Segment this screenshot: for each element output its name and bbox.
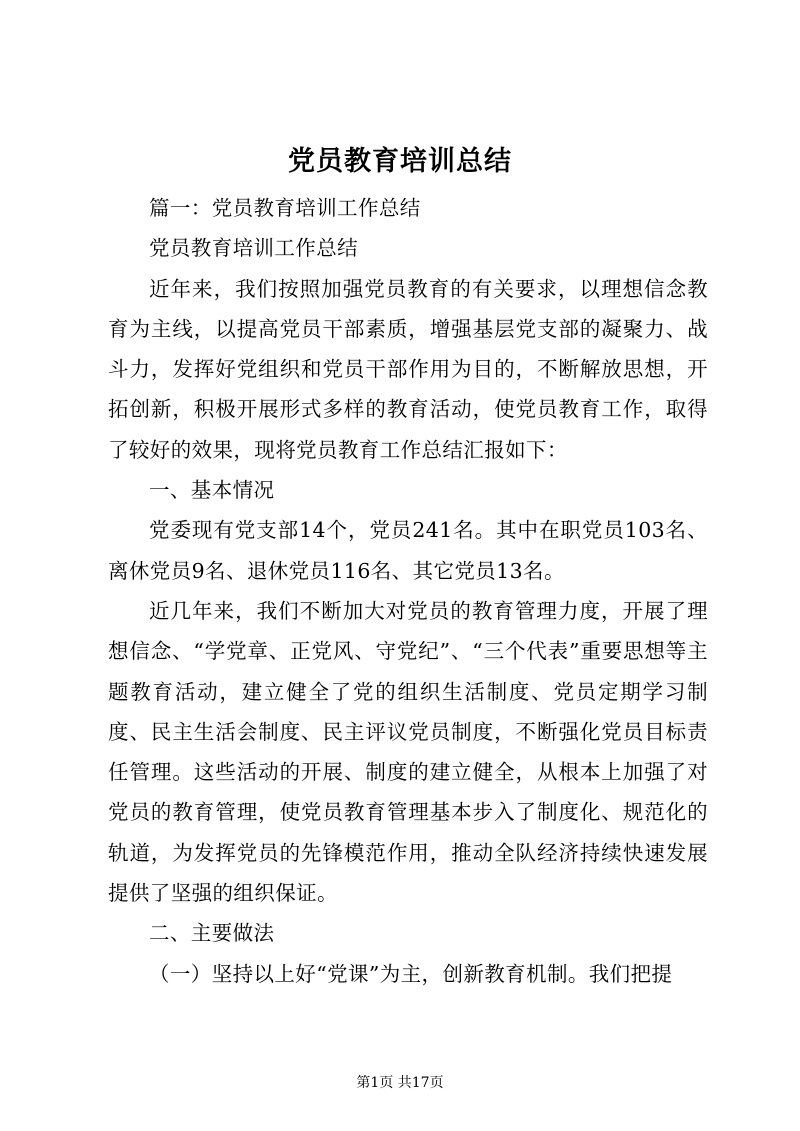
document-body [108, 188, 708, 994]
paragraph-section-heading: 篇一：党员教育培训工作总结 [149, 196, 421, 220]
paragraph-heading-main-methods: 二、主要做法 [149, 921, 275, 946]
paragraph-heading-basic-situation: 一、基本情况 [149, 478, 275, 503]
paragraph-education-activities: 近几年来，我们不断加大对党员的教育管理力度，开展了理想信念、“学党章、正党风、守党纪”、“三个代表”重要思想等主题教育活动，建立健全了党的组织生活制度、党员定期学习制度、民主生活会制度、民主评议党员制度，不断强化党员目标责任管理。这些活动的开展、制度的建立健全，从根本上加强了对党员的教育管理，使党员教育管理基本步入了制度化、规范化的轨道，为发挥党员的先锋模范作用，推动全队经济持续快速发展提供了坚强的组织保证。 [108, 598, 708, 906]
paragraph-party-lessons: （一）坚持以上好“党课”为主，创新教育机制。我们把提 [149, 961, 673, 986]
paragraph-subtitle: 党员教育培训工作总结 [149, 236, 358, 261]
page-number-footer: 第1页 共17页 [356, 1075, 444, 1091]
paragraph-introduction: 近年来，我们按照加强党员教育的有关要求，以理想信念教育为主线，以提高党员干部素质，增强基层党支部的凝聚力、战斗力，发挥好党组织和党员干部作用为目的，不断解放思想，开拓创新，积极开展形式多样的教育活动，使党员教育工作，取得了较好的效果，现将党员教育工作总结汇报如下： [108, 276, 708, 462]
paragraph-member-statistics: 党委现有党支部14个，党员241名。其中在职党员103名、离休党员9名、退休党员116名、其它党员13名。 [108, 518, 708, 583]
document-title: 党员教育培训总结 [288, 146, 512, 177]
